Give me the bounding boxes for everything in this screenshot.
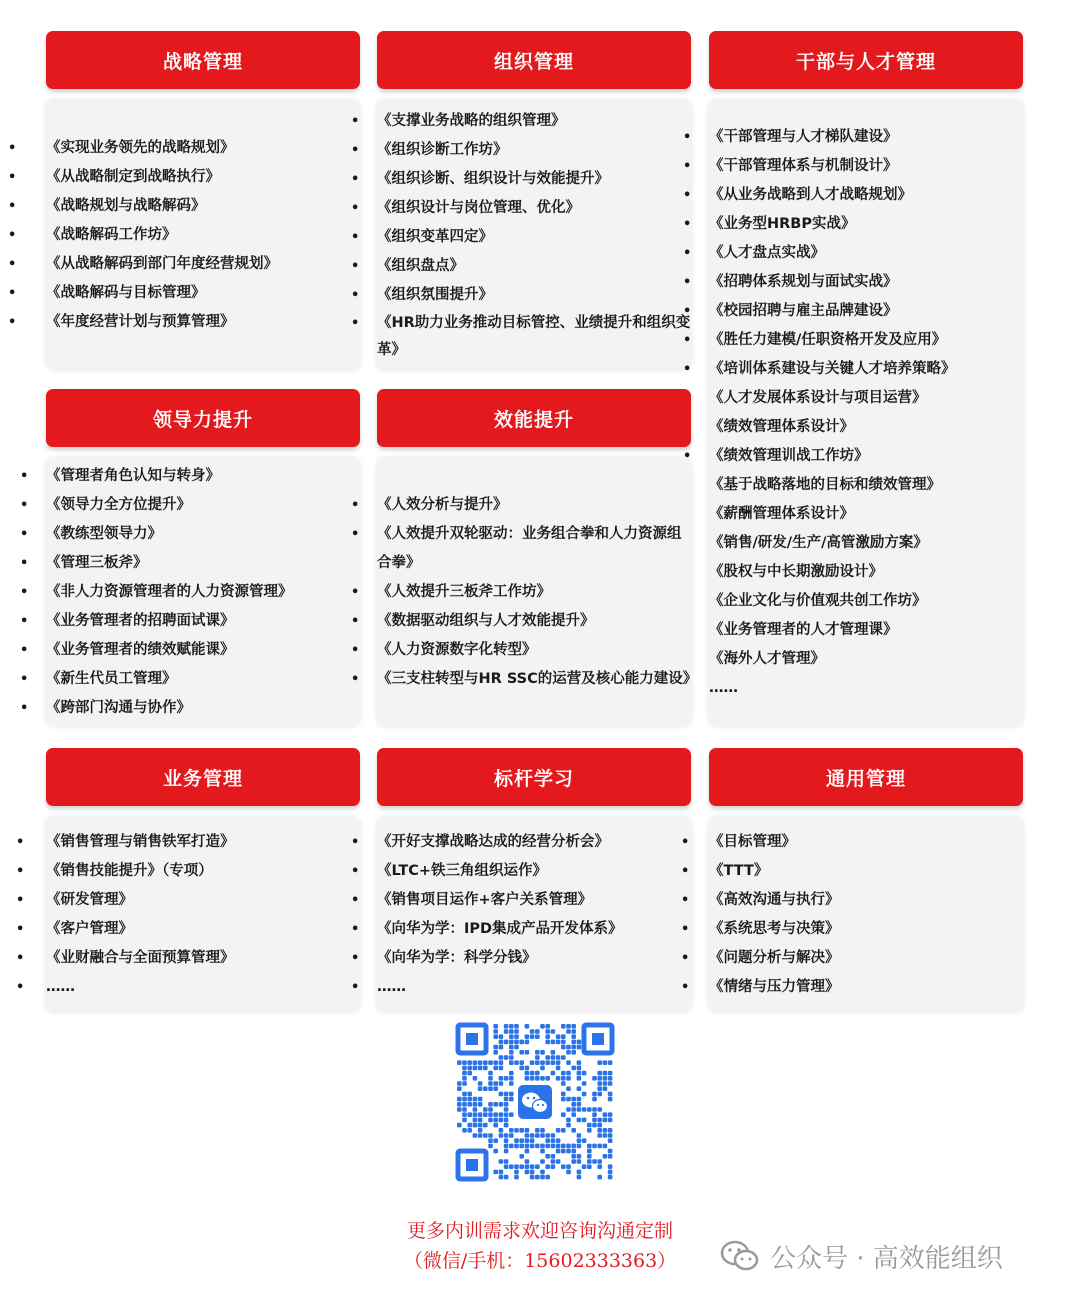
list-item: • ……	[46, 973, 360, 1002]
section-box-efficiency	[377, 458, 698, 726]
section-title: 组织管理	[493, 50, 574, 73]
list-item: • 《年度经营计划与预算管理》	[46, 308, 360, 337]
course-list	[377, 828, 691, 1002]
list-item: • 《招聘体系规划与面试实战》	[709, 268, 1023, 297]
list-item: • ……	[377, 973, 691, 1002]
list-item: • 《领导力全方位提升》	[46, 491, 360, 520]
list-item: • 《TTT》	[709, 857, 1023, 886]
list-item: • 《组织盘点》	[377, 252, 691, 281]
list-item: • 《战略规划与战略解码》	[46, 192, 360, 221]
list-item: • 《高效沟通与执行》	[709, 886, 1023, 915]
course-list	[46, 462, 360, 723]
list-item: • 《战略解码工作坊》	[46, 221, 360, 250]
list-item: • 《销售管理与销售铁军打造》	[46, 828, 360, 857]
section-box-talent	[709, 100, 1023, 726]
list-item: • 《基于战略落地的目标和绩效管理》	[709, 471, 1023, 500]
list-item: • 《胜任力建模/任职资格开发及应用》	[709, 326, 1023, 355]
list-item: • 《培训体系建设与关键人才培养策略》	[709, 355, 1023, 384]
list-item: • 《从业务战略到人才战略规划》	[709, 181, 1023, 210]
list-item: • 《支撑业务战略的组织管理》	[377, 107, 691, 136]
section-title: 效能提升	[493, 408, 574, 431]
list-item: • 《向华为学：科学分钱》	[377, 944, 691, 973]
qr-code	[455, 1022, 615, 1182]
course-list	[46, 134, 360, 337]
contact-line-2: （微信/手机：15602333363）	[403, 1250, 677, 1272]
watermark-text: 公众号 · 高效能组织	[770, 1243, 1003, 1274]
list-item: • 《LTC+铁三角组织运作》	[377, 857, 691, 886]
section-title: 领导力提升	[152, 408, 253, 431]
list-item: • 《组织氛围提升》	[377, 281, 691, 310]
wechat-icon	[720, 1239, 760, 1273]
list-item: • 《从战略制定到战略执行》	[46, 163, 360, 192]
list-item: • 《研发管理》	[46, 886, 360, 915]
section-box-leadership	[46, 458, 360, 726]
list-item: • 《人效分析与提升》	[377, 491, 691, 520]
list-item: • 《情绪与压力管理》	[709, 973, 1023, 1002]
course-list	[377, 491, 698, 694]
list-item: • 《业务型HRBP实战》	[709, 210, 1023, 239]
contact-line-1: 更多内训需求欢迎咨询沟通定制	[406, 1220, 673, 1242]
list-item: • 《管理三板斧》	[46, 549, 360, 578]
list-item: • 《客户管理》	[46, 915, 360, 944]
list-item: • 《销售/研发/生产/高管激励方案》	[709, 529, 1023, 558]
list-item: • 《业务管理者的人才管理课》	[709, 616, 1023, 645]
list-item: • 《管理者角色认知与转身》	[46, 462, 360, 491]
list-item: • 《销售技能提升》（专项）	[46, 857, 360, 886]
list-item: • 《企业文化与价值观共创工作坊》	[709, 587, 1023, 616]
course-list	[709, 123, 1023, 703]
watermark	[720, 1236, 1003, 1276]
section-header-business	[46, 748, 360, 806]
section-header-benchmark	[377, 748, 691, 806]
section-header-organization	[377, 31, 691, 89]
list-item: • 《人才盘点实战》	[709, 239, 1023, 268]
section-box-business	[46, 817, 360, 1012]
section-title: 通用管理	[825, 767, 906, 790]
section-header-general	[709, 748, 1023, 806]
list-item: • 《人效提升三板斧工作坊》	[377, 578, 691, 607]
list-item: • 《校园招聘与雇主品牌建设》	[709, 297, 1023, 326]
list-item: • 《业财融合与全面预算管理》	[46, 944, 360, 973]
list-item: • 《干部管理体系与机制设计》	[709, 152, 1023, 181]
section-title: 干部与人才管理	[795, 50, 936, 73]
list-item: • 《薪酬管理体系设计》	[709, 500, 1023, 529]
section-box-benchmark	[377, 817, 691, 1012]
list-item: • 《新生代员工管理》	[46, 665, 360, 694]
section-header-efficiency	[377, 389, 691, 447]
section-header-strategy	[46, 31, 360, 89]
list-item: • 《人效提升双轮驱动：业务组合拳和人力资源组合拳》	[377, 520, 691, 578]
list-item: • 《从战略解码到部门年度经营规划》	[46, 250, 360, 279]
list-item: • 《业务管理者的招聘面试课》	[46, 607, 360, 636]
list-item: • 《向华为学：IPD集成产品开发体系》	[377, 915, 691, 944]
course-list	[46, 828, 360, 1002]
list-item: • 《战略解码与目标管理》	[46, 279, 360, 308]
list-item: • 《绩效管理体系设计》	[709, 413, 1023, 442]
list-item: • ……	[709, 674, 1023, 703]
section-title: 标杆学习	[493, 767, 574, 790]
section-box-general	[709, 817, 1023, 1012]
course-list	[709, 828, 1023, 1002]
course-list	[377, 107, 691, 364]
list-item: • 《HR助力业务推动目标管控、业绩提升和组织变革》	[377, 310, 691, 364]
list-item: • 《销售项目运作+客户关系管理》	[377, 886, 691, 915]
list-item: • 《股权与中长期激励设计》	[709, 558, 1023, 587]
list-item: • 《绩效管理训战工作坊》	[709, 442, 1023, 471]
list-item: • 《人才发展体系设计与项目运营》	[709, 384, 1023, 413]
list-item: • 《教练型领导力》	[46, 520, 360, 549]
section-title: 业务管理	[162, 767, 243, 790]
list-item: • 《跨部门沟通与协作》	[46, 694, 360, 723]
list-item: • 《组织设计与岗位管理、优化》	[377, 194, 691, 223]
list-item: • 《干部管理与人才梯队建设》	[709, 123, 1023, 152]
list-item: • 《人力资源数字化转型》	[377, 636, 691, 665]
list-item: • 《组织变革四定》	[377, 223, 691, 252]
list-item: • 《开好支撑战略达成的经营分析会》	[377, 828, 691, 857]
section-title: 战略管理	[162, 50, 243, 73]
list-item: • 《业务管理者的绩效赋能课》	[46, 636, 360, 665]
section-box-organization	[377, 100, 691, 370]
section-box-strategy	[46, 100, 360, 370]
list-item: • 《海外人才管理》	[709, 645, 1023, 674]
list-item: • 《非人力资源管理者的人力资源管理》	[46, 578, 360, 607]
list-item: • 《系统思考与决策》	[709, 915, 1023, 944]
list-item: • 《数据驱动组织与人才效能提升》	[377, 607, 691, 636]
list-item: • 《问题分析与解决》	[709, 944, 1023, 973]
list-item: • 《目标管理》	[709, 828, 1023, 857]
list-item: • 《实现业务领先的战略规划》	[46, 134, 360, 163]
list-item: • 《三支柱转型与HR SSC的运营及核心能力建设》	[377, 665, 691, 694]
section-header-talent	[709, 31, 1023, 89]
list-item: • 《组织诊断、组织设计与效能提升》	[377, 165, 691, 194]
list-item: • 《组织诊断工作坊》	[377, 136, 691, 165]
section-header-leadership	[46, 389, 360, 447]
